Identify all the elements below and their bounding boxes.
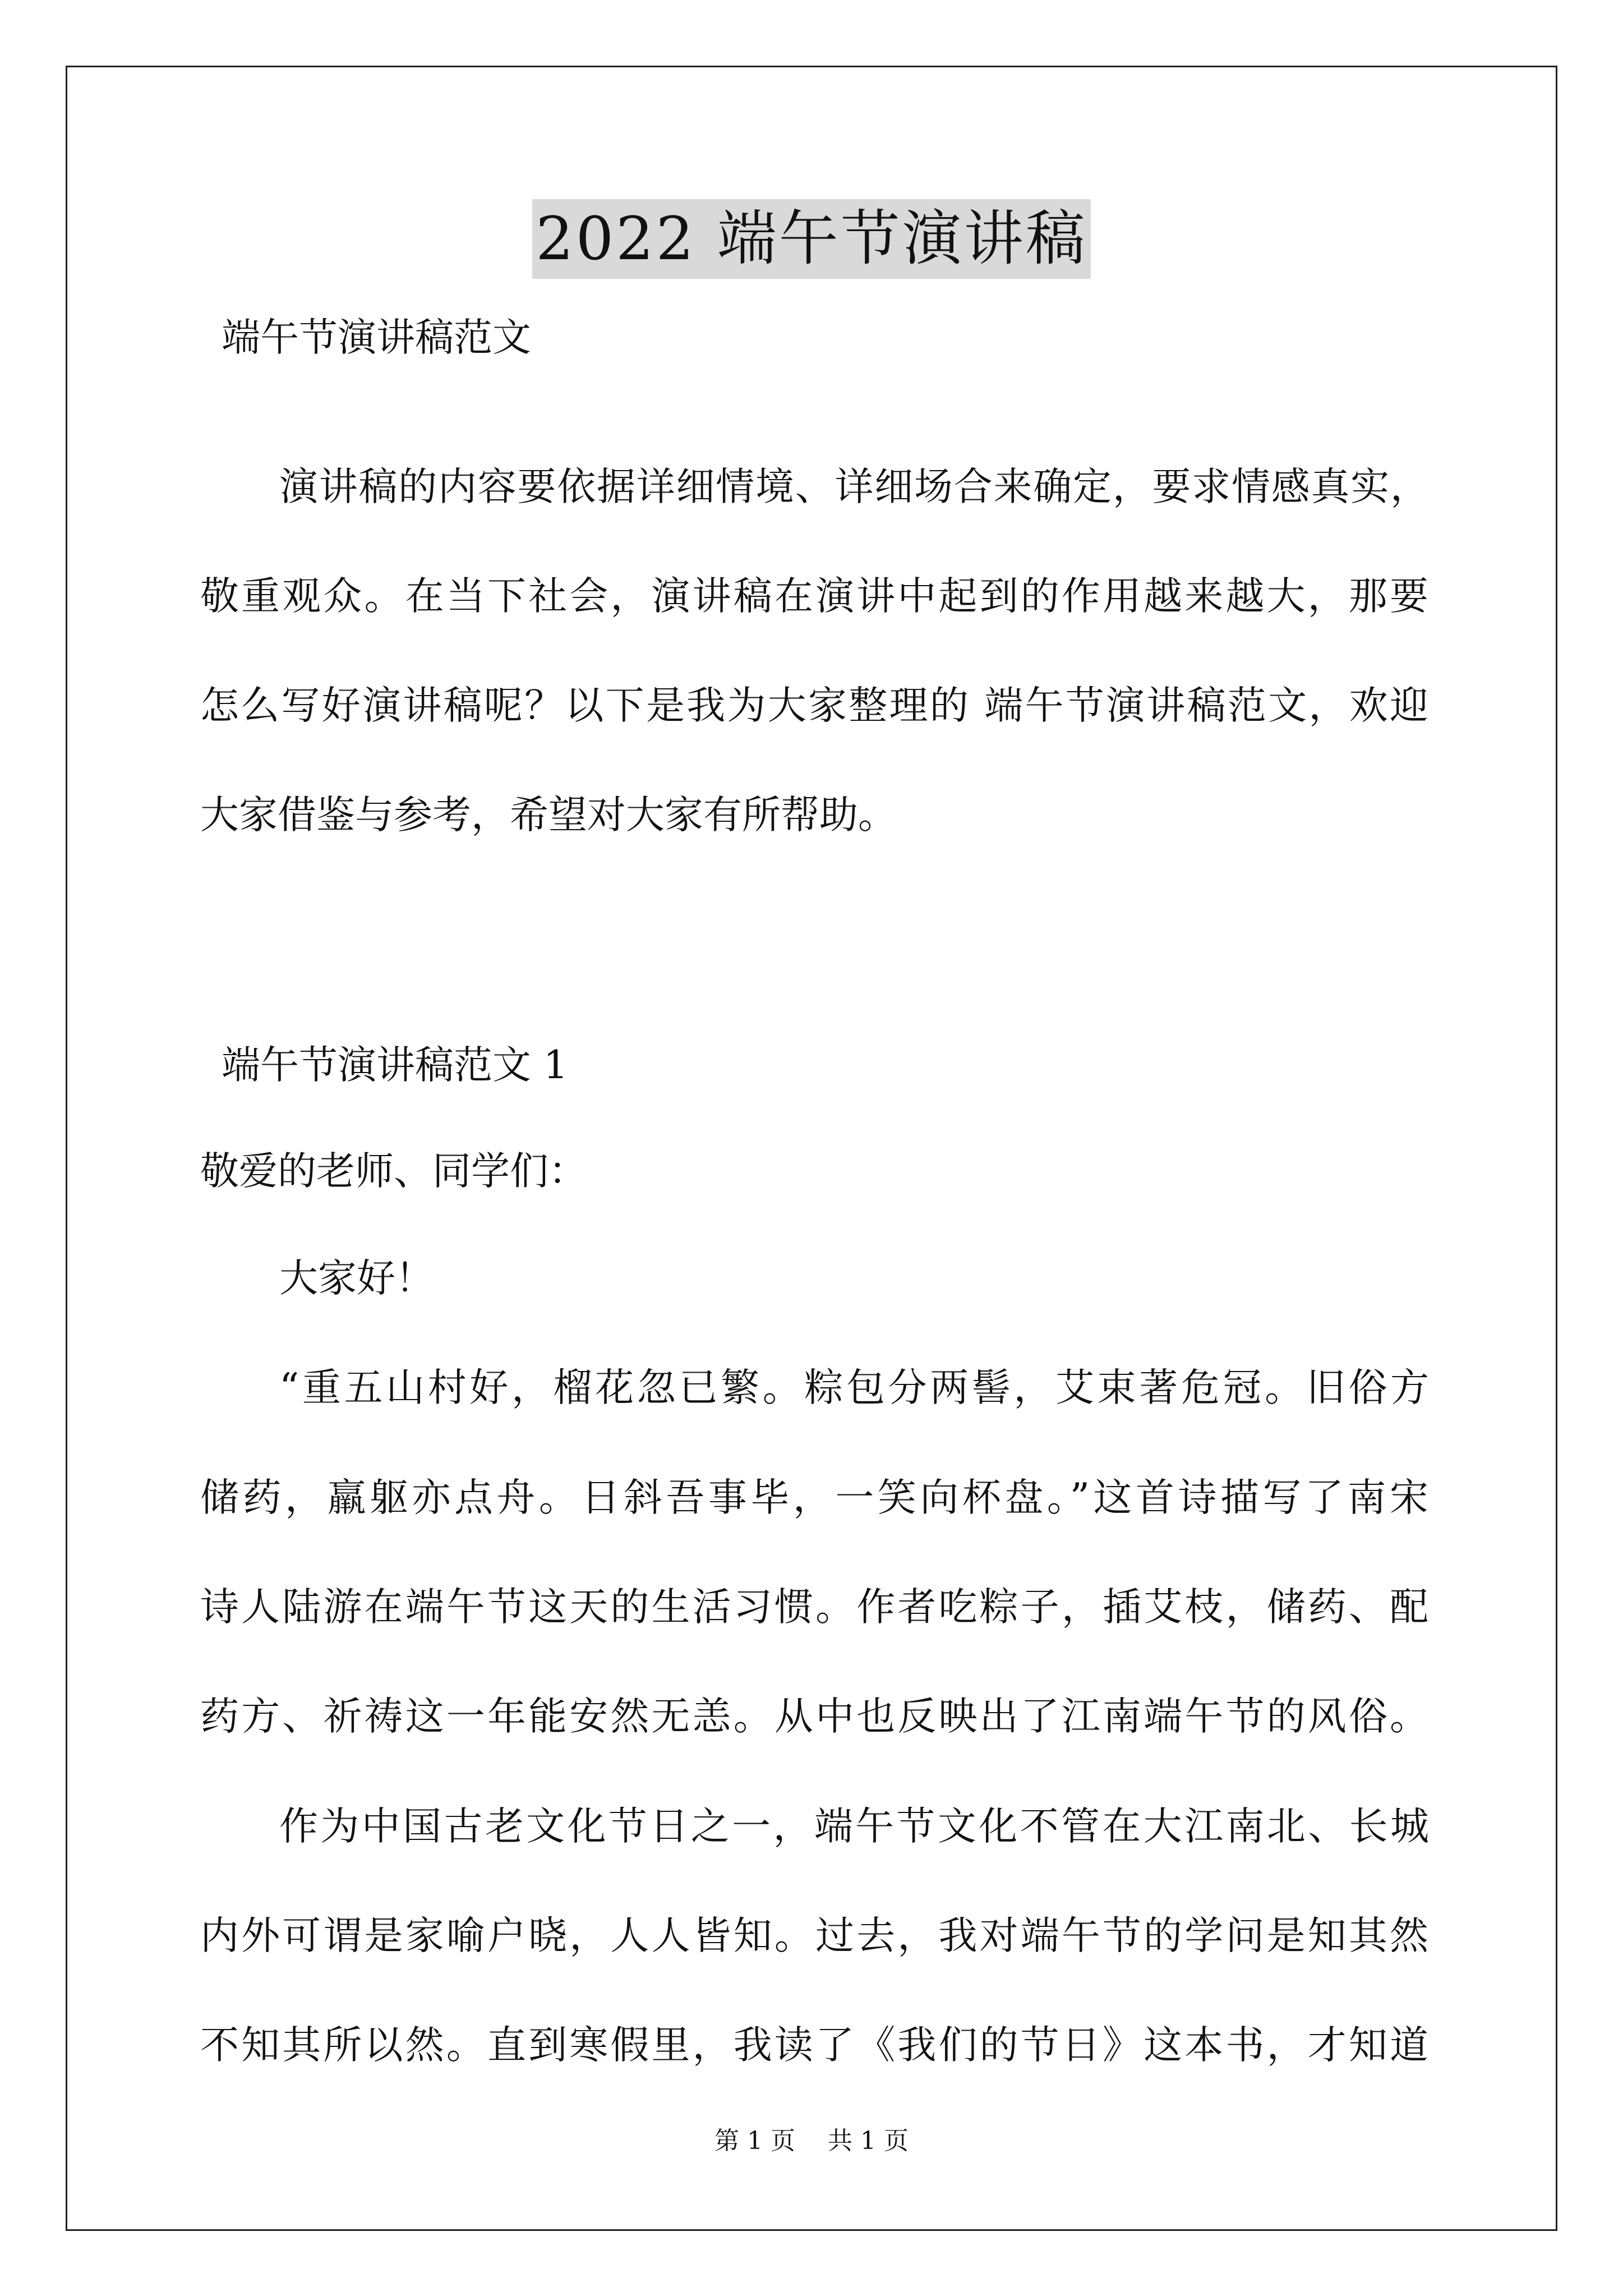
- paragraph-line: 药方、祈祷这一年能安然无恙。从中也反映出了江南端午节的风俗。: [200, 1694, 1428, 1739]
- section-heading: 端午节演讲稿范文 1: [222, 1043, 568, 1088]
- paragraph-line: “重五山村好，榴花忽已繁。粽包分两髻，艾束著危冠。旧俗方: [279, 1365, 1429, 1410]
- paragraph-line: 演讲稿的内容要依据详细情境、详细场合来确定，要求情感真实，: [279, 464, 1429, 509]
- paragraph-line: 诗人陆游在端午节这天的生活习惯。作者吃粽子，插艾枝，储药、配: [200, 1585, 1428, 1630]
- greeting: 大家好！: [279, 1256, 434, 1301]
- document-title: 2022 端午节演讲稿: [532, 199, 1090, 279]
- paragraph-line: 敬重观众。在当下社会，演讲稿在演讲中起到的作用越来越大，那要: [200, 574, 1428, 619]
- paragraph-line: 不知其所以然。直到寒假里，我读了《我们的节日》这本书，才知道: [200, 2023, 1428, 2068]
- paragraph-line: 大家借鉴与参考，希望对大家有所帮助。: [200, 793, 897, 838]
- paragraph-line: 储药，羸躯亦点舟。日斜吾事毕，一笑向杯盘。”这首诗描写了南宋: [200, 1475, 1428, 1520]
- paragraph-line: 怎么写好演讲稿呢？以下是我为大家整理的 端午节演讲稿范文，欢迎: [200, 683, 1428, 728]
- salutation: 敬爱的老师、同学们：: [200, 1149, 587, 1194]
- page-border: [66, 66, 1557, 2231]
- subtitle: 端午节演讲稿范文: [222, 315, 531, 360]
- title-container: [0, 199, 1623, 279]
- page-footer: 第 1 页 共 1 页: [714, 2127, 909, 2155]
- paragraph-line: 作为中国古老文化节日之一，端午节文化不管在大江南北、长城: [279, 1804, 1429, 1849]
- paragraph-line: 内外可谓是家喻户晓，人人皆知。过去，我对端午节的学问是知其然: [200, 1913, 1428, 1958]
